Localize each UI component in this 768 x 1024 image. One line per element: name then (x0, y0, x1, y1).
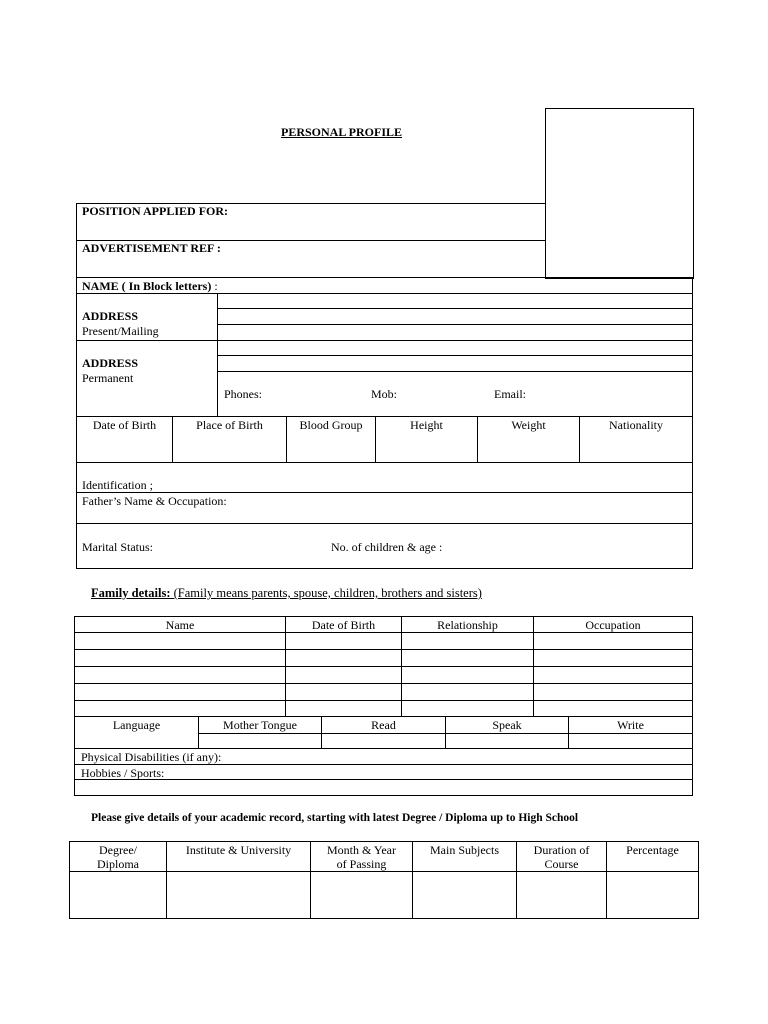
marital-status-label: Marital Status: (82, 540, 153, 554)
permanent-address-label: ADDRESS (82, 356, 139, 370)
present-address-sublabel: Present/Mailing (82, 324, 159, 338)
name-label-tail: : (211, 279, 218, 293)
children-label: No. of children & age : (331, 540, 443, 554)
institute-header (167, 843, 310, 857)
position-applied-label: POSITION APPLIED FOR: (82, 204, 229, 218)
percentage-header (607, 843, 698, 857)
family-dob-header: Date of Birth (311, 618, 376, 632)
language-header: Language (112, 718, 161, 732)
speak-header: Speak (492, 718, 522, 732)
degree-header (70, 843, 166, 871)
subjects-header-line1: Main Subjects (430, 843, 499, 857)
weight-header: Weight (511, 418, 546, 432)
passing-header-line1: Month & Year (326, 843, 396, 857)
name-label-bold: NAME ( In Block letters) (82, 279, 212, 293)
duration-header (517, 843, 606, 871)
duration-header-line2: Course (544, 857, 579, 871)
dob-header: Date of Birth (92, 418, 157, 432)
family-heading-note: (Family means parents, spouse, children, brothers and sisters) (170, 586, 482, 600)
place-of-birth-header: Place of Birth (196, 418, 263, 432)
passing-header-line2: of Passing (336, 857, 387, 871)
phones-label: Phones: (224, 387, 263, 401)
family-relationship-header: Relationship (437, 618, 498, 632)
present-address-label: ADDRESS (82, 309, 139, 323)
advertisement-ref-label: ADVERTISEMENT REF : (82, 241, 221, 255)
permanent-address-sublabel: Permanent (82, 371, 134, 385)
email-label: Email: (494, 387, 526, 401)
disabilities-label: Physical Disabilities (if any): (81, 750, 222, 764)
height-header: Height (410, 418, 443, 432)
degree-header-line1: Degree/ (99, 843, 137, 857)
hobbies-label: Hobbies / Sports: (81, 766, 165, 780)
read-header: Read (371, 718, 396, 732)
passing-header (311, 843, 412, 871)
academic-instruction: Please give details of your academic record, starting with latest Degree / Diploma up to High School (91, 812, 579, 824)
family-name-header: Name (165, 618, 195, 632)
father-label: Father’s Name & Occupation: (82, 494, 227, 508)
write-header: Write (617, 718, 644, 732)
identification-label: Identification ; (82, 478, 153, 492)
institute-header-line1: Institute & University (185, 843, 292, 857)
duration-header-line1: Duration of (533, 843, 590, 857)
family-heading-bold: Family details: (91, 586, 171, 600)
nationality-header: Nationality (609, 418, 663, 432)
blood-group-header: Blood Group (299, 418, 363, 432)
mob-label: Mob: (371, 387, 398, 401)
family-occupation-header: Occupation (585, 618, 641, 632)
mother-tongue-header: Mother Tongue (223, 718, 297, 732)
page-title: PERSONAL PROFILE (281, 125, 403, 139)
percentage-header-line1: Percentage (626, 843, 679, 857)
subjects-header (413, 843, 516, 857)
degree-header-line2: Diploma (97, 857, 139, 871)
